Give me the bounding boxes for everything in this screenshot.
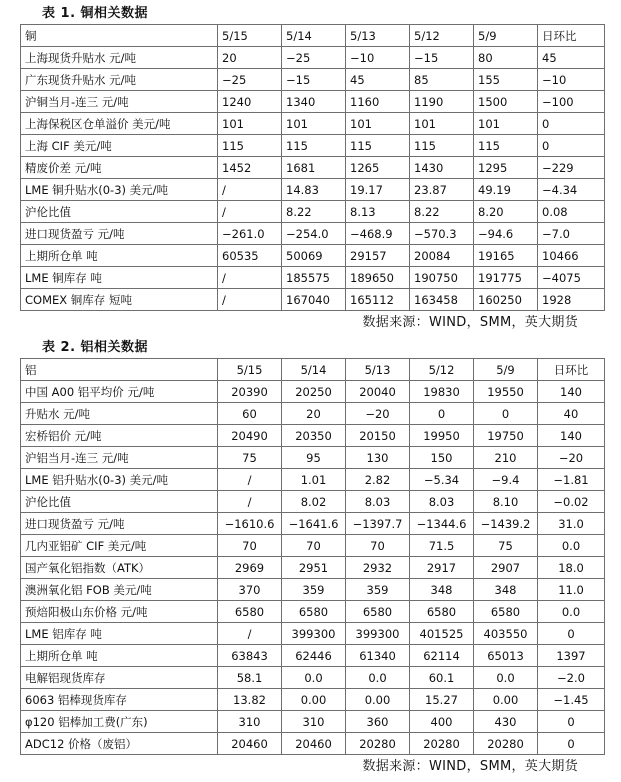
aluminum-value-cell: 399300 — [346, 623, 410, 645]
copper-value-cell: / — [218, 179, 282, 201]
aluminum-value-cell: 6580 — [474, 601, 538, 623]
copper-table-row — [21, 47, 605, 69]
aluminum-table-row — [21, 535, 605, 557]
copper-value-cell: 160250 — [474, 289, 538, 311]
aluminum-value-cell: 18.0 — [538, 557, 605, 579]
copper-table-row — [21, 157, 605, 179]
aluminum-value-cell: 359 — [282, 579, 346, 601]
aluminum-row-label: 几内亚铝矿 CIF 美元/吨 — [21, 535, 218, 557]
copper-value-cell: 189650 — [346, 267, 410, 289]
aluminum-value-cell: 348 — [474, 579, 538, 601]
copper-value-cell: 115 — [474, 135, 538, 157]
copper-value-cell: 185575 — [282, 267, 346, 289]
copper-value-cell: −10 — [538, 69, 605, 91]
aluminum-table-row — [21, 733, 605, 755]
copper-table-title: 表 1. 铜相关数据 — [42, 6, 149, 21]
copper-row-label: 上海 CIF 美元/吨 — [21, 135, 218, 157]
aluminum-value-cell: 70 — [282, 535, 346, 557]
copper-value-cell: 167040 — [282, 289, 346, 311]
aluminum-value-cell: 0.0 — [282, 667, 346, 689]
aluminum-row-label: 预焙阳极山东价格 元/吨 — [21, 601, 218, 623]
copper-row-label: 上海现货升贴水 元/吨 — [21, 47, 218, 69]
copper-value-cell: −4.34 — [538, 179, 605, 201]
aluminum-table-row — [21, 601, 605, 623]
copper-value-cell: / — [218, 267, 282, 289]
copper-value-cell: / — [218, 201, 282, 223]
copper-value-cell: 155 — [474, 69, 538, 91]
aluminum-table-row — [21, 711, 605, 733]
aluminum-value-cell: −1.45 — [538, 689, 605, 711]
aluminum-value-cell: 2932 — [346, 557, 410, 579]
copper-row-label: LME 铜升贴水(0-3) 美元/吨 — [21, 179, 218, 201]
aluminum-value-cell: 61340 — [346, 645, 410, 667]
aluminum-table-row — [21, 469, 605, 491]
aluminum-value-cell: −5.34 — [410, 469, 474, 491]
aluminum-table-title: 表 2. 铝相关数据 — [42, 340, 149, 355]
aluminum-value-cell: 13.82 — [218, 689, 282, 711]
copper-value-cell: 20084 — [410, 245, 474, 267]
aluminum-value-cell: 40 — [538, 403, 605, 425]
aluminum-value-cell: 0.0 — [538, 535, 605, 557]
aluminum-row-label: 沪伦比值 — [21, 491, 218, 513]
copper-value-cell: 115 — [410, 135, 474, 157]
aluminum-value-cell: −1439.2 — [474, 513, 538, 535]
aluminum-value-cell: 0.00 — [282, 689, 346, 711]
copper-value-cell: 19165 — [474, 245, 538, 267]
aluminum-value-cell: 401525 — [410, 623, 474, 645]
copper-value-cell: 8.22 — [410, 201, 474, 223]
aluminum-header-cell: 铝 — [21, 359, 218, 381]
aluminum-value-cell: 2907 — [474, 557, 538, 579]
aluminum-value-cell: 58.1 — [218, 667, 282, 689]
aluminum-table-row — [21, 689, 605, 711]
aluminum-value-cell: −20 — [538, 447, 605, 469]
copper-value-cell: 101 — [218, 113, 282, 135]
copper-value-cell: −100 — [538, 91, 605, 113]
aluminum-row-label: 6063 铝棒现货库存 — [21, 689, 218, 711]
aluminum-value-cell: 2951 — [282, 557, 346, 579]
aluminum-value-cell: 140 — [538, 381, 605, 403]
copper-value-cell: 23.87 — [410, 179, 474, 201]
copper-table-body — [21, 25, 605, 311]
aluminum-row-label: 进口现货盈亏 元/吨 — [21, 513, 218, 535]
copper-value-cell: −10 — [346, 47, 410, 69]
aluminum-value-cell: −1610.6 — [218, 513, 282, 535]
copper-table-row — [21, 135, 605, 157]
copper-header-cell: 5/15 — [218, 25, 282, 47]
copper-value-cell: 101 — [474, 113, 538, 135]
copper-value-cell: −468.9 — [346, 223, 410, 245]
aluminum-value-cell: 403550 — [474, 623, 538, 645]
copper-value-cell: −229 — [538, 157, 605, 179]
aluminum-value-cell: 210 — [474, 447, 538, 469]
aluminum-source-note: 数据来源：WIND，SMM，英大期货 — [362, 759, 578, 774]
copper-value-cell: −15 — [410, 47, 474, 69]
aluminum-value-cell: 6580 — [218, 601, 282, 623]
copper-value-cell: −570.3 — [410, 223, 474, 245]
aluminum-row-label: 电解铝现货库存 — [21, 667, 218, 689]
aluminum-value-cell: 359 — [346, 579, 410, 601]
aluminum-value-cell: 20490 — [218, 425, 282, 447]
aluminum-value-cell: 70 — [218, 535, 282, 557]
aluminum-row-label: LME 铝升贴水(0-3) 美元/吨 — [21, 469, 218, 491]
aluminum-value-cell: 62446 — [282, 645, 346, 667]
copper-value-cell: 45 — [346, 69, 410, 91]
copper-value-cell: 8.22 — [282, 201, 346, 223]
aluminum-value-cell: 95 — [282, 447, 346, 469]
copper-value-cell: 115 — [346, 135, 410, 157]
copper-value-cell: 191775 — [474, 267, 538, 289]
aluminum-row-label: 上期所仓单 吨 — [21, 645, 218, 667]
aluminum-value-cell: −2.0 — [538, 667, 605, 689]
aluminum-value-cell: 63843 — [218, 645, 282, 667]
copper-value-cell: −254.0 — [282, 223, 346, 245]
aluminum-value-cell: 75 — [474, 535, 538, 557]
copper-data-table — [20, 24, 605, 311]
copper-header-cell: 日环比 — [538, 25, 605, 47]
aluminum-value-cell: 1.01 — [282, 469, 346, 491]
aluminum-value-cell: −1397.7 — [346, 513, 410, 535]
copper-value-cell: 1681 — [282, 157, 346, 179]
copper-value-cell: 1240 — [218, 91, 282, 113]
copper-table-row — [21, 113, 605, 135]
copper-value-cell: 14.83 — [282, 179, 346, 201]
aluminum-value-cell: −0.02 — [538, 491, 605, 513]
aluminum-value-cell: 19830 — [410, 381, 474, 403]
aluminum-value-cell: 130 — [346, 447, 410, 469]
copper-value-cell: 10466 — [538, 245, 605, 267]
aluminum-value-cell: 19750 — [474, 425, 538, 447]
aluminum-header-cell: 5/13 — [346, 359, 410, 381]
copper-value-cell: 101 — [410, 113, 474, 135]
copper-header-cell: 铜 — [21, 25, 218, 47]
aluminum-row-label: 澳洲氧化铝 FOB 美元/吨 — [21, 579, 218, 601]
aluminum-header-cell: 5/15 — [218, 359, 282, 381]
aluminum-value-cell: 60 — [218, 403, 282, 425]
aluminum-table-row — [21, 447, 605, 469]
aluminum-value-cell: 20150 — [346, 425, 410, 447]
aluminum-value-cell: 31.0 — [538, 513, 605, 535]
aluminum-data-table — [20, 358, 605, 755]
aluminum-row-label: 宏桥铝价 元/吨 — [21, 425, 218, 447]
aluminum-value-cell: 8.10 — [474, 491, 538, 513]
copper-row-label: 沪伦比值 — [21, 201, 218, 223]
copper-value-cell: 8.13 — [346, 201, 410, 223]
aluminum-value-cell: 2917 — [410, 557, 474, 579]
copper-value-cell: 1452 — [218, 157, 282, 179]
aluminum-row-label: ADC12 价格（废铝） — [21, 733, 218, 755]
aluminum-value-cell: 1397 — [538, 645, 605, 667]
aluminum-header-cell: 5/14 — [282, 359, 346, 381]
aluminum-value-cell: 20460 — [282, 733, 346, 755]
aluminum-value-cell: 6580 — [346, 601, 410, 623]
aluminum-row-label: LME 铝库存 吨 — [21, 623, 218, 645]
copper-value-cell: 29157 — [346, 245, 410, 267]
copper-value-cell: 1430 — [410, 157, 474, 179]
copper-value-cell: 0 — [538, 135, 605, 157]
copper-row-label: 精废价差 元/吨 — [21, 157, 218, 179]
aluminum-value-cell: 20350 — [282, 425, 346, 447]
aluminum-value-cell: 11.0 — [538, 579, 605, 601]
aluminum-header-cell: 5/9 — [474, 359, 538, 381]
copper-value-cell: / — [218, 289, 282, 311]
aluminum-table-row — [21, 403, 605, 425]
copper-table-row — [21, 245, 605, 267]
copper-value-cell: 190750 — [410, 267, 474, 289]
copper-value-cell: 163458 — [410, 289, 474, 311]
copper-value-cell: 115 — [282, 135, 346, 157]
aluminum-value-cell: / — [218, 469, 282, 491]
aluminum-value-cell: 0.0 — [346, 667, 410, 689]
aluminum-value-cell: 20250 — [282, 381, 346, 403]
copper-value-cell: 1265 — [346, 157, 410, 179]
copper-header-cell: 5/9 — [474, 25, 538, 47]
copper-row-label: LME 铜库存 吨 — [21, 267, 218, 289]
copper-value-cell: 165112 — [346, 289, 410, 311]
copper-value-cell: 1190 — [410, 91, 474, 113]
copper-table-row — [21, 201, 605, 223]
copper-value-cell: 85 — [410, 69, 474, 91]
copper-row-label: 上海保税区仓单溢价 美元/吨 — [21, 113, 218, 135]
copper-table-row — [21, 69, 605, 91]
copper-table-row — [21, 289, 605, 311]
aluminum-value-cell: 400 — [410, 711, 474, 733]
aluminum-value-cell: −20 — [346, 403, 410, 425]
aluminum-row-label: 国产氧化铝指数（ATK） — [21, 557, 218, 579]
copper-header-cell: 5/12 — [410, 25, 474, 47]
aluminum-table-body — [21, 359, 605, 755]
aluminum-value-cell: 2.82 — [346, 469, 410, 491]
copper-table-row — [21, 179, 605, 201]
copper-value-cell: −15 — [282, 69, 346, 91]
copper-row-label: 沪铜当月-连三 元/吨 — [21, 91, 218, 113]
aluminum-value-cell: 360 — [346, 711, 410, 733]
copper-source-note: 数据来源：WIND，SMM，英大期货 — [362, 315, 578, 330]
copper-section — [20, 4, 604, 335]
aluminum-value-cell: 20390 — [218, 381, 282, 403]
copper-value-cell: 60535 — [218, 245, 282, 267]
aluminum-value-cell: 20280 — [474, 733, 538, 755]
copper-value-cell: 0 — [538, 113, 605, 135]
copper-value-cell: 1160 — [346, 91, 410, 113]
copper-header-cell: 5/14 — [282, 25, 346, 47]
copper-value-cell: 50069 — [282, 245, 346, 267]
copper-value-cell: 101 — [282, 113, 346, 135]
aluminum-value-cell: 20040 — [346, 381, 410, 403]
aluminum-table-row — [21, 557, 605, 579]
copper-value-cell: −4075 — [538, 267, 605, 289]
aluminum-header-cell: 5/12 — [410, 359, 474, 381]
copper-value-cell: 0.08 — [538, 201, 605, 223]
copper-value-cell: −25 — [218, 69, 282, 91]
aluminum-value-cell: 71.5 — [410, 535, 474, 557]
copper-value-cell: 80 — [474, 47, 538, 69]
aluminum-value-cell: 0.0 — [538, 601, 605, 623]
copper-header-cell: 5/13 — [346, 25, 410, 47]
copper-table-row — [21, 267, 605, 289]
aluminum-value-cell: 0 — [474, 403, 538, 425]
aluminum-value-cell: 0 — [410, 403, 474, 425]
copper-value-cell: 49.19 — [474, 179, 538, 201]
aluminum-value-cell: −1.81 — [538, 469, 605, 491]
aluminum-value-cell: 0 — [538, 623, 605, 645]
aluminum-value-cell: 20 — [282, 403, 346, 425]
copper-header-row — [21, 25, 605, 47]
aluminum-value-cell: 62114 — [410, 645, 474, 667]
aluminum-row-label: φ120 铝棒加工费(广东) — [21, 711, 218, 733]
copper-value-cell: 20 — [218, 47, 282, 69]
aluminum-value-cell: 65013 — [474, 645, 538, 667]
aluminum-value-cell: 20280 — [410, 733, 474, 755]
aluminum-value-cell: 310 — [282, 711, 346, 733]
copper-value-cell: 1500 — [474, 91, 538, 113]
aluminum-table-row — [21, 645, 605, 667]
copper-row-label: COMEX 铜库存 短吨 — [21, 289, 218, 311]
aluminum-value-cell: 19950 — [410, 425, 474, 447]
copper-value-cell: −25 — [282, 47, 346, 69]
aluminum-table-row — [21, 381, 605, 403]
aluminum-value-cell: 8.03 — [346, 491, 410, 513]
aluminum-value-cell: 19550 — [474, 381, 538, 403]
aluminum-value-cell: 430 — [474, 711, 538, 733]
aluminum-value-cell: 6580 — [282, 601, 346, 623]
copper-value-cell: 1295 — [474, 157, 538, 179]
aluminum-value-cell: 20280 — [346, 733, 410, 755]
aluminum-table-row — [21, 513, 605, 535]
aluminum-table-row — [21, 579, 605, 601]
aluminum-section — [20, 338, 604, 779]
copper-value-cell: 45 — [538, 47, 605, 69]
aluminum-value-cell: / — [218, 623, 282, 645]
aluminum-row-label: 中国 A00 铝平均价 元/吨 — [21, 381, 218, 403]
aluminum-value-cell: 70 — [346, 535, 410, 557]
aluminum-value-cell: 8.03 — [410, 491, 474, 513]
copper-value-cell: 8.20 — [474, 201, 538, 223]
aluminum-table-row — [21, 667, 605, 689]
aluminum-value-cell: −1641.6 — [282, 513, 346, 535]
copper-value-cell: 1340 — [282, 91, 346, 113]
aluminum-value-cell: 140 — [538, 425, 605, 447]
copper-row-label: 上期所仓单 吨 — [21, 245, 218, 267]
copper-row-label: 进口现货盈亏 元/吨 — [21, 223, 218, 245]
copper-value-cell: −261.0 — [218, 223, 282, 245]
copper-value-cell: 115 — [218, 135, 282, 157]
aluminum-value-cell: 75 — [218, 447, 282, 469]
aluminum-value-cell: 20460 — [218, 733, 282, 755]
aluminum-value-cell: −9.4 — [474, 469, 538, 491]
aluminum-row-label: 沪铝当月-连三 元/吨 — [21, 447, 218, 469]
copper-value-cell: 19.17 — [346, 179, 410, 201]
aluminum-value-cell: −1344.6 — [410, 513, 474, 535]
copper-value-cell: 101 — [346, 113, 410, 135]
aluminum-value-cell: 370 — [218, 579, 282, 601]
copper-value-cell: −7.0 — [538, 223, 605, 245]
aluminum-table-row — [21, 623, 605, 645]
aluminum-value-cell: 348 — [410, 579, 474, 601]
aluminum-value-cell: 310 — [218, 711, 282, 733]
copper-table-row — [21, 223, 605, 245]
aluminum-value-cell: 399300 — [282, 623, 346, 645]
copper-row-label: 广东现货升贴水 元/吨 — [21, 69, 218, 91]
aluminum-value-cell: 2969 — [218, 557, 282, 579]
aluminum-header-row — [21, 359, 605, 381]
aluminum-row-label: 升贴水 元/吨 — [21, 403, 218, 425]
aluminum-value-cell: 0.00 — [346, 689, 410, 711]
aluminum-header-cell: 日环比 — [538, 359, 605, 381]
aluminum-value-cell: 8.02 — [282, 491, 346, 513]
aluminum-value-cell: 60.1 — [410, 667, 474, 689]
copper-table-row — [21, 91, 605, 113]
aluminum-value-cell: 0 — [538, 711, 605, 733]
aluminum-value-cell: 0.00 — [474, 689, 538, 711]
aluminum-table-row — [21, 491, 605, 513]
copper-value-cell: −94.6 — [474, 223, 538, 245]
aluminum-value-cell: 0 — [538, 733, 605, 755]
aluminum-value-cell: 0.0 — [474, 667, 538, 689]
aluminum-value-cell: 150 — [410, 447, 474, 469]
aluminum-value-cell: 15.27 — [410, 689, 474, 711]
aluminum-table-row — [21, 425, 605, 447]
copper-value-cell: 1928 — [538, 289, 605, 311]
aluminum-value-cell: / — [218, 491, 282, 513]
aluminum-value-cell: 6580 — [410, 601, 474, 623]
